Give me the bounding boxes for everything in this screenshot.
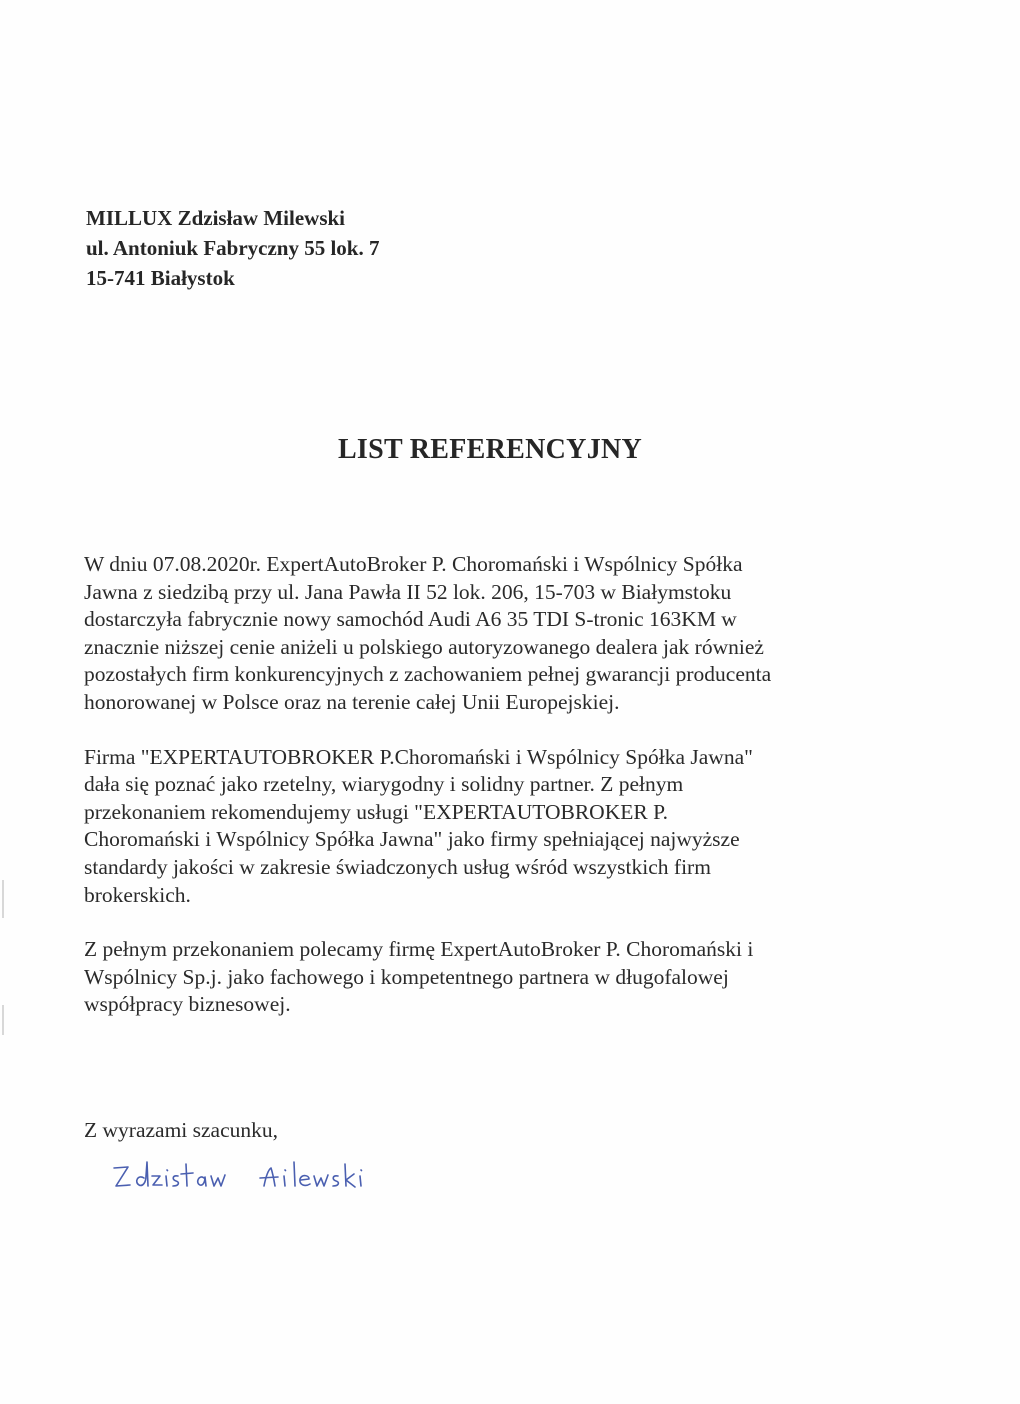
body-line: dostarczyła fabrycznie nowy samochód Audi A6 35 TDI S-tronic 163KM w xyxy=(84,607,737,632)
body-line: Jawna z siedzibą przy ul. Jana Pawła II 52 lok. 206, 15-703 w Białymstoku xyxy=(84,579,732,604)
sender-city: 15-741 Białystok xyxy=(86,266,235,290)
body-line: Choromański i Wspólnicy Spółka Jawna" jako firmy spełniającej najwyższe xyxy=(84,827,740,852)
letter-body xyxy=(84,551,904,1046)
body-line: standardy jakości w zakresie świadczonych usług wśród wszystkich firm xyxy=(84,854,711,879)
body-line: znacznie niższej cenie aniżeli u polskiego autoryzowanego dealera jak również xyxy=(84,634,764,659)
body-line: dała się poznać jako rzetelny, wiarygodny i solidny partner. Z pełnym xyxy=(84,772,684,797)
scan-edge-mark xyxy=(2,1005,4,1035)
sender-name: MILLUX Zdzisław Milewski xyxy=(86,206,346,230)
body-line: brokerskich. xyxy=(84,882,191,907)
body-line: honorowanej w Polsce oraz na terenie całej Unii Europejskiej. xyxy=(84,689,620,714)
sender-address-block xyxy=(86,203,379,293)
paragraph-2 xyxy=(84,744,904,910)
letter-title: LIST REFERENCYJNY xyxy=(337,434,643,465)
closing-salutation: Z wyrazami szacunku, xyxy=(84,1118,279,1142)
body-line: przekonaniem rekomendujemy usługi "EXPERTAUTOBROKER P. xyxy=(84,799,669,824)
body-line: Wspólnicy Sp.j. jako fachowego i kompetentnego partnera w długofalowej xyxy=(84,964,729,989)
body-line: Z pełnym przekonaniem polecamy firmę ExpertAutoBroker P. Choromański i xyxy=(84,937,754,962)
scan-edge-mark xyxy=(2,880,4,918)
body-line: W dniu 07.08.2020r. ExpertAutoBroker P. Choromański i Wspólnicy Spółka xyxy=(84,552,743,576)
body-line: Firma "EXPERTAUTOBROKER P.Choromański i Wspólnicy Spółka Jawna" xyxy=(84,744,753,769)
paragraph-3 xyxy=(84,936,904,1019)
handwritten-signature xyxy=(108,1152,418,1202)
sender-street: ul. Antoniuk Fabryczny 55 lok. 7 xyxy=(86,236,380,260)
body-line: pozostałych firm konkurencyjnych z zachowaniem pełnej gwarancji producenta xyxy=(84,662,772,687)
signature-icon xyxy=(108,1152,418,1202)
body-line: współpracy biznesowej. xyxy=(84,992,291,1017)
paragraph-1 xyxy=(84,551,904,717)
